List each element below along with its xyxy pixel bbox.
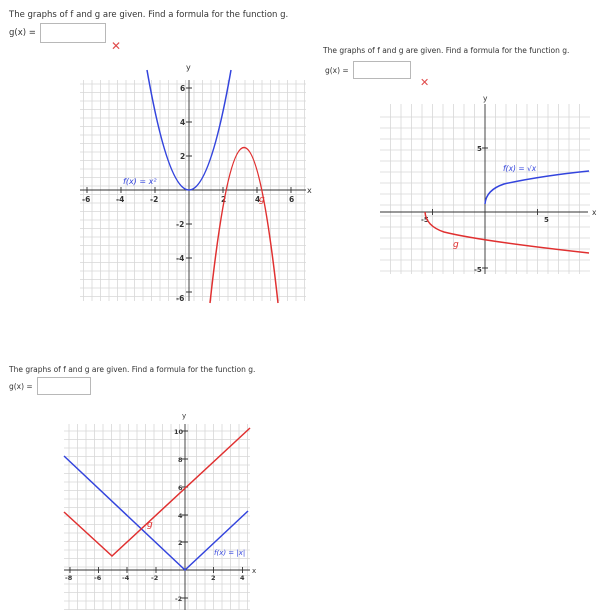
graph-1 xyxy=(80,60,315,305)
x-tick-label: -4 xyxy=(122,574,130,582)
y-tick-label: 4 xyxy=(180,118,186,127)
g-label: g xyxy=(147,520,153,530)
x-axis-label: x xyxy=(592,208,597,217)
y-tick-label: 5 xyxy=(477,145,482,153)
answer-label: g(x) = xyxy=(325,65,349,75)
y-axis-label: y xyxy=(186,63,191,72)
x-tick-label: 2 xyxy=(221,195,227,204)
x-tick-label: -5 xyxy=(421,216,429,224)
problem-1-answer-row xyxy=(9,23,106,43)
y-tick-label: -6 xyxy=(176,294,185,303)
problem-2 xyxy=(320,40,605,290)
y-tick-label: -5 xyxy=(474,266,482,274)
axes xyxy=(80,80,306,301)
g-label: g xyxy=(259,195,265,205)
problem-1-prompt: The graphs of f and g are given. Find a formula for the function g. xyxy=(9,10,289,20)
y-tick-label: 4 xyxy=(178,512,183,520)
f-curve xyxy=(485,171,589,204)
y-tick-label: 10 xyxy=(174,428,184,436)
g-formula-input[interactable] xyxy=(40,23,106,43)
grid xyxy=(80,80,306,301)
x-tick-label: -6 xyxy=(82,195,91,204)
y-tick-label: 2 xyxy=(180,152,186,161)
problem-3-prompt: The graphs of f and g are given. Find a formula for the function g. xyxy=(9,365,256,374)
graph-2 xyxy=(320,94,605,279)
problem-2-prompt: The graphs of f and g are given. Find a formula for the function g. xyxy=(323,46,570,55)
x-tick-label: -4 xyxy=(116,195,125,204)
problem-3-answer-row xyxy=(9,377,91,395)
f-label: f(x) = √x xyxy=(503,164,537,173)
incorrect-x-icon: ✕ xyxy=(111,39,122,53)
x-tick-label: -8 xyxy=(65,574,73,582)
y-tick-label: 6 xyxy=(180,84,186,93)
y-tick-label: -4 xyxy=(176,254,185,263)
y-tick-label: 2 xyxy=(178,539,183,547)
x-tick-label: 2 xyxy=(211,574,216,582)
problem-3 xyxy=(0,360,300,613)
x-axis-label: x xyxy=(252,567,257,575)
x-tick-label: 4 xyxy=(255,195,261,204)
g-formula-input[interactable] xyxy=(353,61,411,79)
g-label: g xyxy=(453,240,459,250)
g-formula-input[interactable] xyxy=(37,377,91,395)
grid xyxy=(64,424,250,610)
y-tick-label: -2 xyxy=(175,595,183,603)
answer-label: g(x) = xyxy=(9,381,33,391)
g-curve xyxy=(425,212,589,253)
x-tick-label: -6 xyxy=(94,574,102,582)
f-label: f(x) = |x| xyxy=(214,549,246,557)
y-tick-label: 6 xyxy=(178,484,183,492)
f-label: f(x) = x² xyxy=(123,177,157,186)
y-tick-label: 8 xyxy=(178,456,183,464)
problem-2-answer-row xyxy=(325,61,411,79)
x-tick-label: -2 xyxy=(150,195,159,204)
x-tick-label: 6 xyxy=(289,195,295,204)
x-tick-label: 5 xyxy=(544,216,549,224)
answer-label: g(x) = xyxy=(9,28,36,38)
y-tick-label: -2 xyxy=(176,220,185,229)
graph-3 xyxy=(0,410,270,612)
y-axis-label: y xyxy=(483,94,488,103)
x-axis-label: x xyxy=(307,186,312,195)
y-axis-label: y xyxy=(182,412,187,420)
incorrect-x-icon: ✕ xyxy=(420,76,430,89)
x-tick-label: -2 xyxy=(151,574,159,582)
x-tick-label: 4 xyxy=(240,574,245,582)
